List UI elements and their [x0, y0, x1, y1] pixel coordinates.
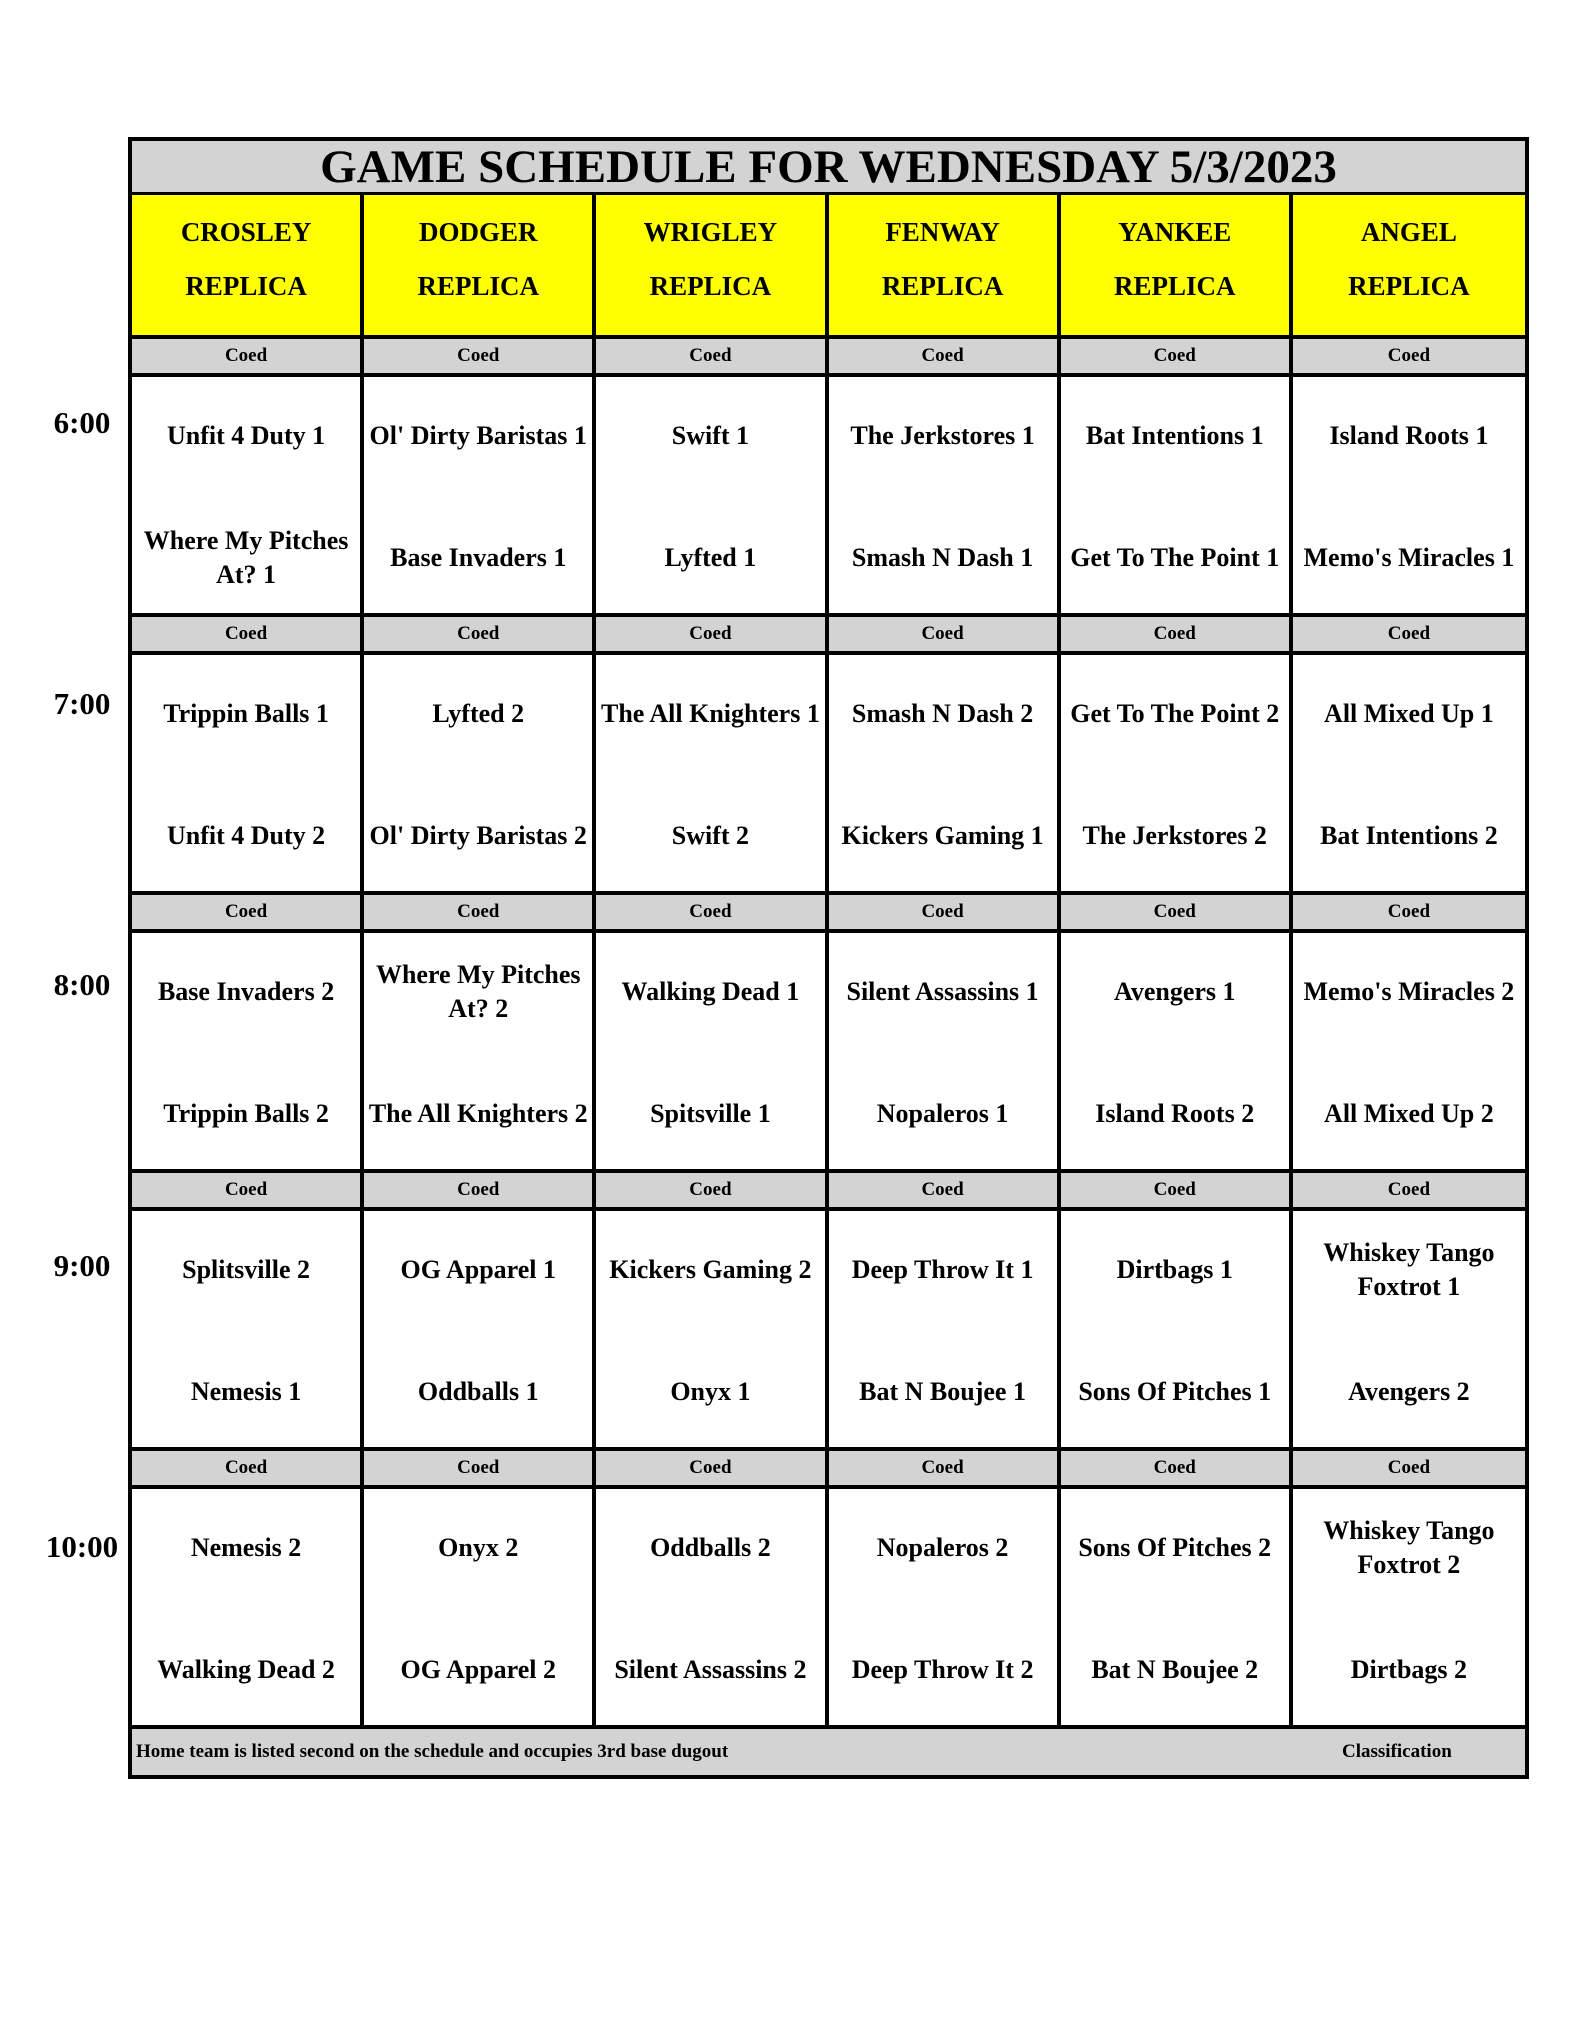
home-team: Deep Throw It 2 — [851, 1655, 1034, 1684]
home-team: Bat N Boujee 1 — [859, 1377, 1026, 1406]
game-cell — [132, 377, 364, 613]
field-subtitle: REPLICA — [417, 271, 539, 301]
classification-cell: Coed — [829, 1173, 1061, 1207]
game-cell — [596, 1489, 828, 1725]
away-team: Whiskey Tango Foxtrot 1 — [1323, 1238, 1495, 1301]
home-team: Nopaleros 1 — [876, 1099, 1009, 1128]
classification-cell: Coed — [596, 895, 828, 929]
game-cell — [364, 377, 596, 613]
home-team: Memo's Miracles 1 — [1303, 543, 1515, 572]
classification-cell: Coed — [364, 1451, 596, 1485]
away-team: Oddballs 2 — [650, 1533, 771, 1562]
away-team: Avengers 1 — [1113, 977, 1236, 1006]
classification-cell: Coed — [1293, 339, 1525, 373]
field-name: YANKEE — [1118, 217, 1232, 247]
classification-cell: Coed — [1293, 617, 1525, 651]
field-subtitle: REPLICA — [649, 271, 772, 301]
field-header-crosley — [132, 195, 364, 335]
away-team: Bat Intentions 1 — [1085, 421, 1264, 450]
classification-cell: Coed — [596, 1451, 828, 1485]
classification-row — [132, 339, 1525, 377]
game-cell — [829, 377, 1061, 613]
time-label: 10:00 — [45, 1529, 119, 1564]
away-team: Whiskey Tango Foxtrot 2 — [1323, 1516, 1495, 1579]
home-team: OG Apparel 2 — [400, 1655, 557, 1684]
field-name: DODGER — [418, 217, 538, 247]
game-cell — [1061, 655, 1293, 891]
home-team: Swift 2 — [671, 821, 750, 850]
away-team: Nemesis 2 — [190, 1533, 302, 1562]
away-team: Dirtbags 1 — [1116, 1255, 1233, 1284]
time-label: 9:00 — [53, 1248, 111, 1283]
away-team: Trippin Balls 1 — [163, 699, 329, 728]
away-team: Deep Throw It 1 — [851, 1255, 1034, 1284]
home-team: Onyx 1 — [670, 1377, 751, 1406]
game-cell — [1293, 1489, 1525, 1725]
game-row — [132, 655, 1525, 895]
home-team: Avengers 2 — [1348, 1377, 1470, 1406]
home-team: The All Knighters 2 — [368, 1099, 588, 1128]
away-team: All Mixed Up 1 — [1324, 699, 1494, 728]
classification-cell: Coed — [596, 1173, 828, 1207]
time-label: 7:00 — [53, 686, 111, 721]
away-team: Sons Of Pitches 2 — [1078, 1533, 1272, 1562]
home-team: Ol' Dirty Baristas 2 — [369, 821, 587, 850]
game-row — [132, 933, 1525, 1173]
away-team: Ol' Dirty Baristas 1 — [369, 421, 587, 450]
field-subtitle: REPLICA — [185, 271, 307, 301]
home-team: Base Invaders 1 — [390, 543, 567, 572]
classification-cell: Coed — [132, 1173, 364, 1207]
game-cell — [829, 1489, 1061, 1725]
time-slots — [132, 339, 1525, 1729]
game-cell — [829, 933, 1061, 1169]
home-team: Bat Intentions 2 — [1320, 821, 1498, 850]
classification-cell: Coed — [1293, 1451, 1525, 1485]
classification-cell: Coed — [132, 339, 364, 373]
field-header-fenway — [829, 195, 1061, 335]
game-cell — [596, 655, 828, 891]
home-team: Sons Of Pitches 1 — [1078, 1377, 1272, 1406]
home-team: Bat N Boujee 2 — [1091, 1655, 1259, 1684]
home-team: Oddballs 1 — [417, 1377, 539, 1406]
away-team: Unfit 4 Duty 1 — [166, 421, 326, 450]
away-team: Silent Assassins 1 — [846, 977, 1039, 1006]
away-team: Kickers Gaming 2 — [609, 1255, 812, 1284]
time-label: 6:00 — [53, 405, 111, 440]
field-subtitle: REPLICA — [1113, 271, 1236, 301]
game-row — [132, 1489, 1525, 1729]
footer-note: Home team is listed second on the schedule and occupies 3rd base dugout — [136, 1741, 729, 1762]
classification-cell: Coed — [829, 1451, 1061, 1485]
game-cell — [1061, 933, 1293, 1169]
home-team: Smash N Dash 1 — [851, 543, 1034, 572]
home-team: Unfit 4 Duty 2 — [166, 821, 326, 850]
game-cell — [1061, 1211, 1293, 1447]
home-team: Get To The Point 1 — [1070, 543, 1280, 572]
game-cell — [132, 933, 364, 1169]
game-cell — [1293, 1211, 1525, 1447]
classification-cell: Coed — [1293, 895, 1525, 929]
away-team: Get To The Point 2 — [1070, 699, 1280, 728]
home-team: Where My Pitches At? 1 — [143, 526, 349, 589]
game-cell — [1293, 377, 1525, 613]
game-cell — [829, 1211, 1061, 1447]
home-team: Kickers Gaming 1 — [841, 821, 1044, 850]
field-name: FENWAY — [885, 217, 1000, 247]
classification-cell: Coed — [1061, 1173, 1293, 1207]
away-team: The All Knighters 1 — [600, 699, 820, 728]
footer-bar — [132, 1729, 1525, 1775]
home-team: All Mixed Up 2 — [1324, 1099, 1494, 1128]
field-header-angel — [1293, 195, 1525, 335]
home-team: Spitsville 1 — [650, 1099, 771, 1128]
game-cell — [596, 1211, 828, 1447]
game-cell — [132, 1489, 364, 1725]
game-row — [132, 377, 1525, 617]
classification-cell: Coed — [1293, 1173, 1525, 1207]
game-cell — [1061, 377, 1293, 613]
away-team: Base Invaders 2 — [157, 977, 335, 1006]
home-team: Walking Dead 2 — [157, 1655, 335, 1684]
away-team: The Jerkstores 1 — [850, 421, 1035, 450]
classification-row — [132, 895, 1525, 933]
field-name: WRIGLEY — [643, 217, 778, 247]
classification-cell: Coed — [1061, 1451, 1293, 1485]
field-header-row — [132, 195, 1525, 339]
away-team: Where My Pitches At? 2 — [375, 960, 581, 1023]
game-cell — [364, 1211, 596, 1447]
game-cell — [364, 933, 596, 1169]
classification-cell: Coed — [1061, 895, 1293, 929]
game-cell — [364, 1489, 596, 1725]
time-label: 8:00 — [53, 967, 111, 1002]
field-name: ANGEL — [1360, 217, 1457, 247]
field-header-yankee — [1061, 195, 1293, 335]
field-subtitle: REPLICA — [881, 271, 1004, 301]
away-team: Swift 1 — [671, 421, 750, 450]
away-team: Walking Dead 1 — [621, 977, 800, 1006]
game-cell — [596, 377, 828, 613]
classification-cell: Coed — [1061, 617, 1293, 651]
classification-cell: Coed — [829, 617, 1061, 651]
game-cell — [596, 933, 828, 1169]
home-team: Nemesis 1 — [190, 1377, 302, 1406]
away-team: Island Roots 1 — [1329, 421, 1489, 450]
game-cell — [1293, 655, 1525, 891]
home-team: Silent Assassins 2 — [614, 1655, 807, 1684]
classification-row — [132, 1451, 1525, 1489]
classification-cell: Coed — [132, 895, 364, 929]
classification-cell: Coed — [132, 1451, 364, 1485]
field-name: CROSLEY — [180, 217, 312, 247]
game-row — [132, 1211, 1525, 1451]
home-team: The Jerkstores 2 — [1082, 821, 1267, 850]
home-team: Dirtbags 2 — [1350, 1655, 1468, 1684]
classification-row — [132, 1173, 1525, 1211]
classification-cell: Coed — [829, 895, 1061, 929]
field-subtitle: REPLICA — [1348, 271, 1470, 301]
home-team: Trippin Balls 2 — [163, 1099, 329, 1128]
classification-cell: Coed — [596, 339, 828, 373]
classification-cell: Coed — [132, 617, 364, 651]
away-team: Lyfted 2 — [432, 699, 525, 728]
classification-cell: Coed — [364, 339, 596, 373]
game-cell — [829, 655, 1061, 891]
game-cell — [132, 655, 364, 891]
schedule-table — [128, 137, 1529, 1779]
away-team: Nopaleros 2 — [876, 1533, 1009, 1562]
home-team: Lyfted 1 — [664, 543, 757, 572]
game-cell — [1061, 1489, 1293, 1725]
away-team: Memo's Miracles 2 — [1303, 977, 1515, 1006]
game-cell — [1293, 933, 1525, 1169]
classification-cell: Coed — [364, 895, 596, 929]
classification-cell: Coed — [1061, 339, 1293, 373]
field-header-wrigley — [596, 195, 828, 335]
classification-cell: Coed — [829, 339, 1061, 373]
classification-cell: Coed — [364, 617, 596, 651]
away-team: Smash N Dash 2 — [851, 699, 1034, 728]
footer-classification-label: Classification — [1342, 1741, 1452, 1762]
game-cell — [364, 655, 596, 891]
classification-cell: Coed — [596, 617, 828, 651]
away-team: Onyx 2 — [438, 1533, 519, 1562]
home-team: Island Roots 2 — [1095, 1099, 1255, 1128]
classification-row — [132, 617, 1525, 655]
game-cell — [132, 1211, 364, 1447]
schedule-title: GAME SCHEDULE FOR WEDNESDAY 5/3/2023 — [132, 141, 1525, 195]
away-team: OG Apparel 1 — [400, 1255, 557, 1284]
away-team: Splitsville 2 — [182, 1255, 310, 1284]
field-header-dodger — [364, 195, 596, 335]
classification-cell: Coed — [364, 1173, 596, 1207]
